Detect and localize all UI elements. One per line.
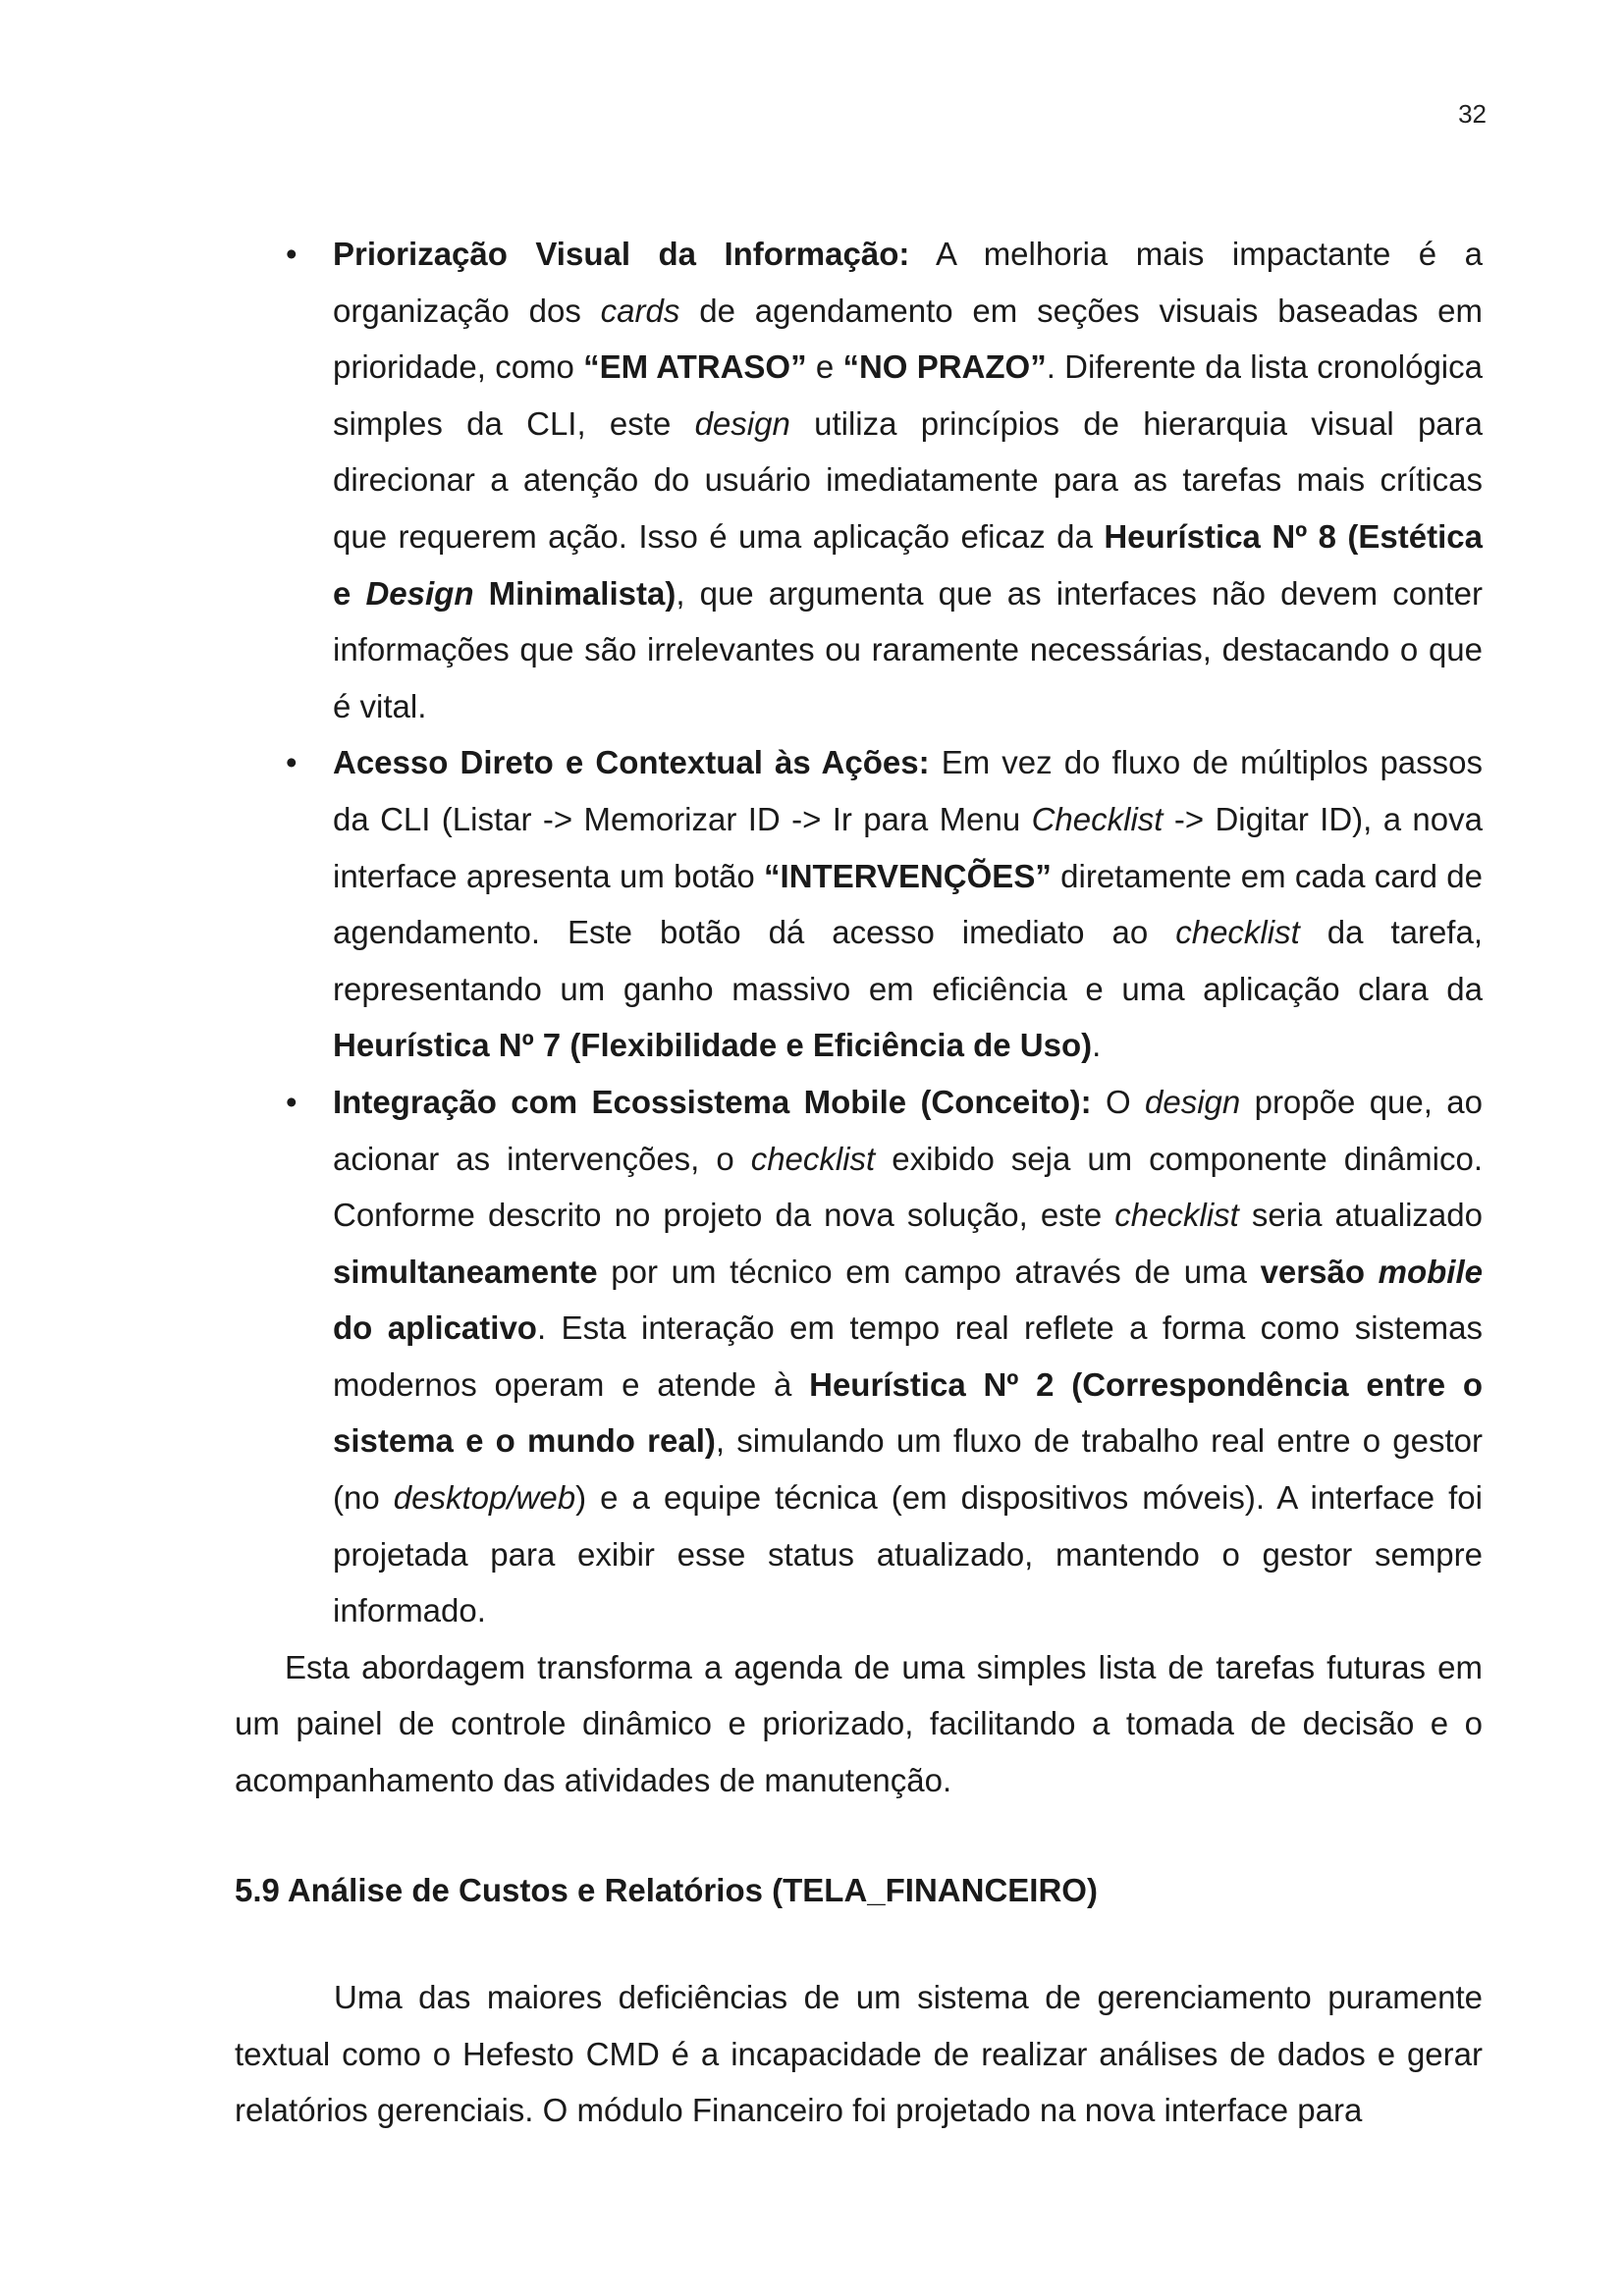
bullet-icon: •: [286, 1083, 298, 1120]
list-item: [235, 1074, 1483, 1639]
list-item-title: Acesso Direto e Contextual às Ações:: [333, 744, 930, 781]
bullet-icon: •: [286, 236, 298, 272]
list-item-text: Priorização Visual da Informação: A melhoria mais impactante é a organização dos cards de agendamento em seções visuais baseadas em prioridade, como “EM ATRASO” e “NO PRAZO”. Diferente da lista cronológica simples da CLI, este design utiliza princípios de hierarquia visual para direcionar a atenção do usuário imediatamente para as tarefas mais críticas que requerem ação. Isso é uma aplicação eficaz da Heurística Nº 8 (Estética e Design Minimalista), que argumenta que as interfaces não devem conter informações que são irrelevantes ou raramente necessárias, destacando o que é vital.: [333, 236, 1483, 724]
list-item: [235, 734, 1483, 1074]
list-item-text: Integração com Ecossistema Mobile (Conceito): O design propõe que, ao acionar as intervenções, o checklist exibido seja um componente dinâmico. Conforme descrito no projeto da nova solução, este checklist seria atualizado simultaneamente por um técnico em campo através de uma versão mobile do aplicativo. Esta interação em tempo real reflete a forma como sistemas modernos operam e atende à Heurística Nº 2 (Correspondência entre o sistema e o mundo real), simulando um fluxo de trabalho real entre o gestor (no desktop/web) e a equipe técnica (em dispositivos móveis). A interface foi projetada para exibir esse status atualizado, mantendo o gestor sempre informado.: [333, 1083, 1483, 1629]
closing-paragraph: Esta abordagem transforma a agenda de uma simples lista de tarefas futuras em um painel de controle dinâmico e priorizado, facilitando a tomada de decisão e o acompanhamento das atividades de manutenção.: [235, 1648, 1483, 1799]
page-content: [235, 226, 1483, 2139]
list-item: [235, 226, 1483, 734]
list-item-text: Acesso Direto e Contextual às Ações: Em vez do fluxo de múltiplos passos da CLI (Listar -> Memorizar ID -> Ir para Menu Checklist -> Digitar ID), a nova interface apresenta um botão “INTERVENÇÕES” diretamente em cada card de agendamento. Este botão dá acesso imediato ao checklist da tarefa, representando um ganho massivo em eficiência e uma aplicação clara da Heurística Nº 7 (Flexibilidade e Eficiência de Uso).: [333, 744, 1484, 1064]
bullet-list: [235, 226, 1483, 1639]
section-paragraph: Uma das maiores deficiências de um sistema de gerenciamento puramente textual como o Hefesto CMD é a incapacidade de realizar análises de dados e gerar relatórios gerenciais. O módulo Financeiro foi projetado na nova interface para: [235, 1979, 1483, 2129]
page-number: 32: [1458, 99, 1487, 129]
bullet-icon: •: [286, 744, 298, 781]
section-heading: 5.9 Análise de Custos e Relatórios (TELA_FINANCEIRO): [235, 1871, 1098, 1908]
list-item-title: Priorização Visual da Informação:: [333, 236, 910, 272]
list-item-title: Integração com Ecossistema Mobile (Conceito):: [333, 1083, 1092, 1120]
